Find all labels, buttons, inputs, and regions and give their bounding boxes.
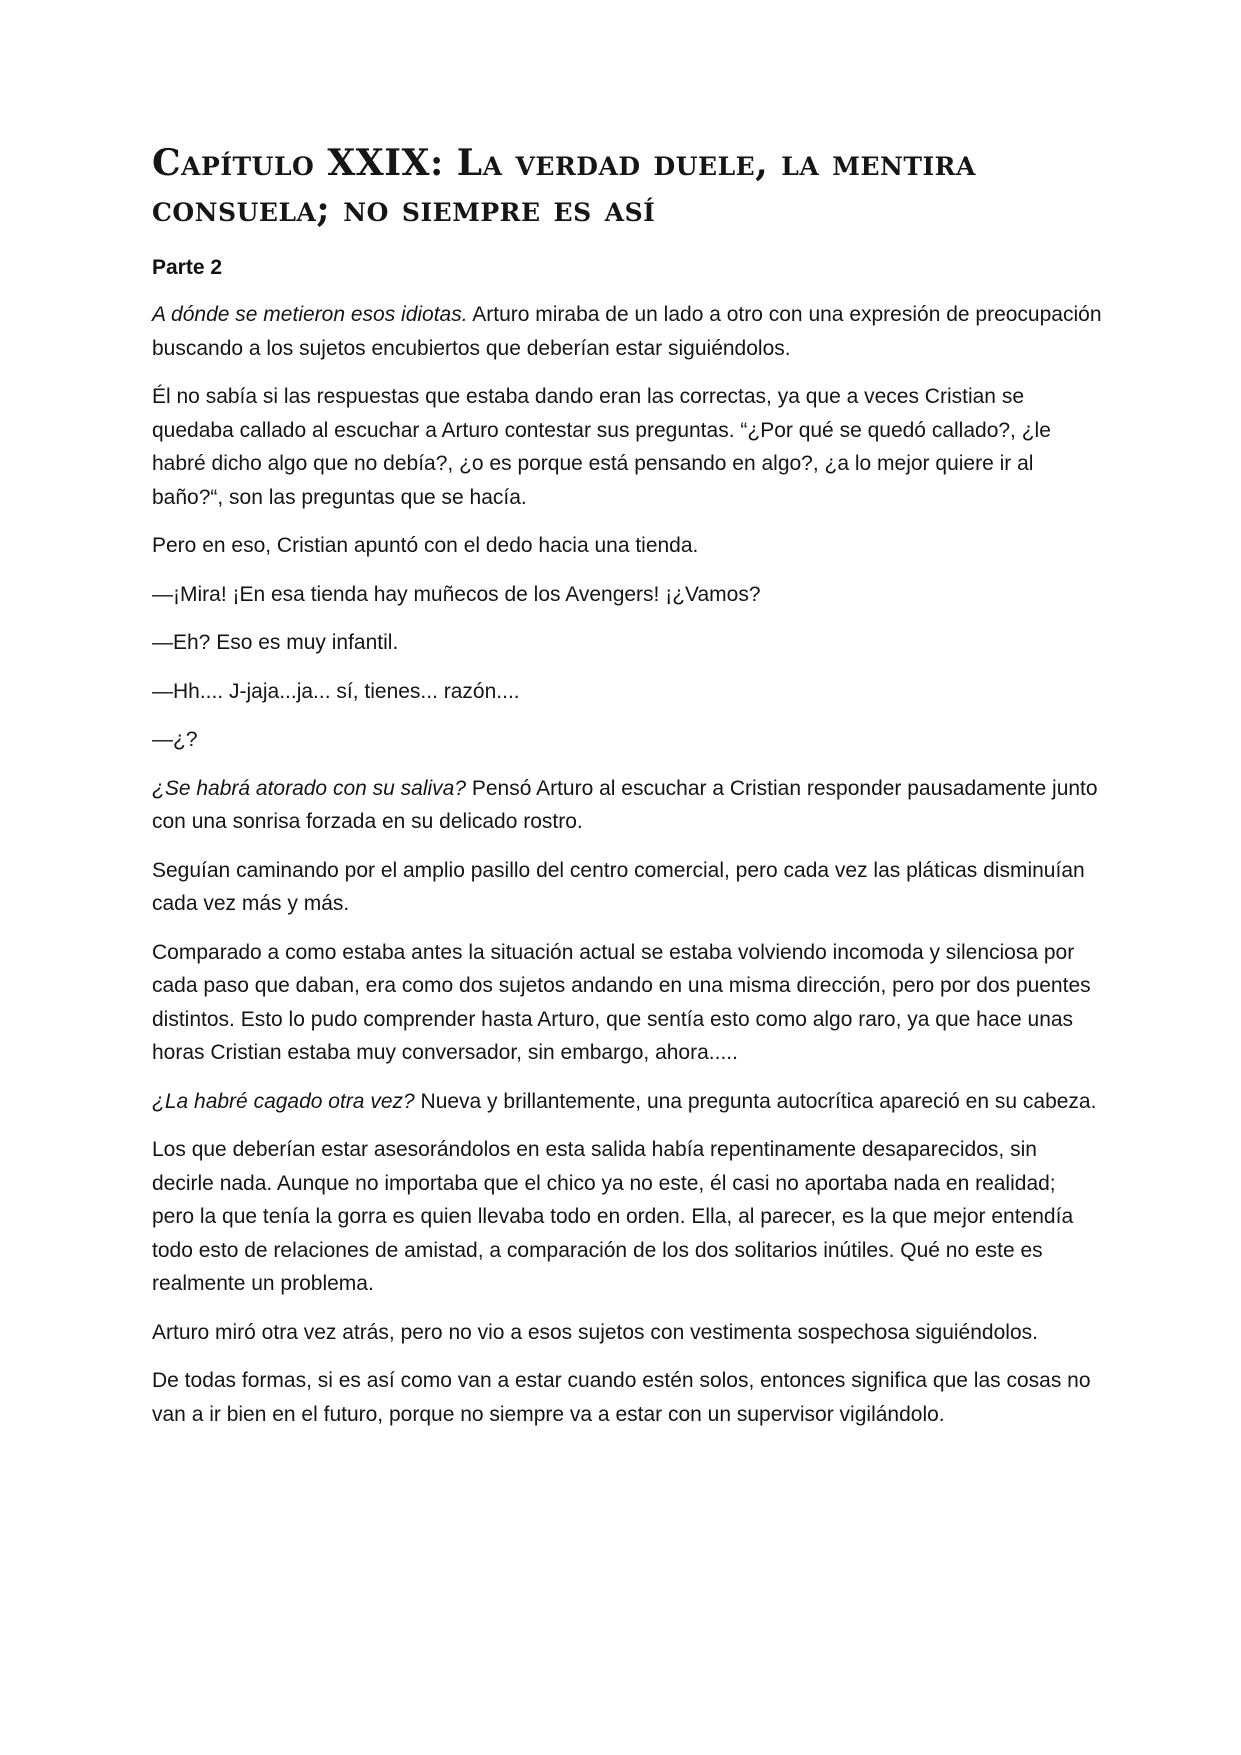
paragraph-text: Los que deberían estar asesorándolos en esta salida había repentinamente desaparecidos, sin decirle nada. Aunque no importaba que el chico ya no este, él casi no aportaba nada en realidad; pero la que tenía la gorra es quien llevaba todo en orden. Ella, al parecer, es la que mejor entendía todo esto de relaciones de amistad, a comparación de los dos solitarios inútiles. Qué no este es realmente un problema. bbox=[152, 1138, 1074, 1295]
paragraph bbox=[152, 1085, 1102, 1119]
document-page bbox=[152, 140, 1102, 1446]
paragraph-text: De todas formas, si es así como van a estar cuando estén solos, entonces significa que las cosas no van a ir bien en el futuro, porque no siempre va a estar con un supervisor vigilándolo. bbox=[152, 1369, 1091, 1426]
dialogue-line bbox=[152, 578, 1102, 612]
paragraph bbox=[152, 1133, 1102, 1301]
paragraph bbox=[152, 380, 1102, 514]
dialogue-line bbox=[152, 626, 1102, 660]
paragraph bbox=[152, 936, 1102, 1070]
paragraph-text: Pensó Arturo al escuchar a Cristian responder pausadamente junto con una sonrisa forzada en su delicado rostro. bbox=[152, 776, 1098, 833]
paragraph-text: —Eh? Eso es muy infantil. bbox=[152, 631, 399, 654]
paragraph-text: Seguían caminando por el amplio pasillo del centro comercial, pero cada vez las pláticas disminuían cada vez más y más. bbox=[152, 858, 1085, 915]
paragraph-text: Nueva y brillantemente, una pregunta autocrítica apareció en su cabeza. bbox=[414, 1089, 1097, 1113]
paragraph bbox=[152, 529, 1102, 563]
paragraph-text: —¡Mira! ¡En esa tienda hay muñecos de los Avengers! ¡¿Vamos? bbox=[152, 582, 761, 606]
paragraph-text: Arturo miró otra vez atrás, pero no vio a esos sujetos con vestimenta sospechosa siguiéndolos. bbox=[152, 1320, 1038, 1344]
part-label: Parte 2 bbox=[152, 256, 223, 279]
dialogue-line bbox=[152, 723, 1102, 757]
paragraph-text: Arturo miraba de un lado a otro con una expresión de preocupación buscando a los sujetos encubiertos que deberían estar siguiéndolos. bbox=[152, 303, 1102, 360]
chapter-title: Capítulo XXIX: La verdad duele, la mentira consuela; no siempre es así bbox=[152, 142, 976, 230]
paragraph-text: —¿? bbox=[152, 728, 198, 751]
paragraph-text: Él no sabía si las respuestas que estaba dando eran las correctas, ya que a veces Cristian se quedaba callado al escuchar a Arturo contestar sus preguntas. “¿Por qué se quedó callado?, ¿le habré dicho algo que no debía?, ¿o es porque está pensando en algo?, ¿a lo mejor quiere ir al baño?“, son las preguntas que se hacía. bbox=[152, 385, 1051, 509]
paragraph bbox=[152, 1316, 1102, 1350]
dialogue-line bbox=[152, 675, 1102, 709]
paragraph bbox=[152, 298, 1102, 365]
paragraph bbox=[152, 1364, 1102, 1431]
paragraph bbox=[152, 772, 1102, 839]
paragraph-italic: ¿Se habrá atorado con su saliva? bbox=[152, 776, 467, 800]
paragraph bbox=[152, 854, 1102, 921]
paragraph-italic: ¿La habré cagado otra vez? bbox=[152, 1089, 415, 1113]
paragraph-italic: A dónde se metieron esos idiotas. bbox=[152, 303, 468, 326]
paragraph-text: —Hh.... J-jaja...ja... sí, tienes... razón.... bbox=[152, 679, 520, 703]
paragraph-text: Pero en eso, Cristian apuntó con el dedo hacia una tienda. bbox=[152, 534, 699, 557]
paragraph-text: Comparado a como estaba antes la situación actual se estaba volviendo incomoda y silenciosa por cada paso que daban, era como dos sujetos andando en una misma dirección, pero por dos puentes distintos. Esto lo pudo comprender hasta Arturo, que sentía esto como algo raro, ya que hace unas horas Cristian estaba muy conversador, sin embargo, ahora..... bbox=[152, 940, 1091, 1064]
